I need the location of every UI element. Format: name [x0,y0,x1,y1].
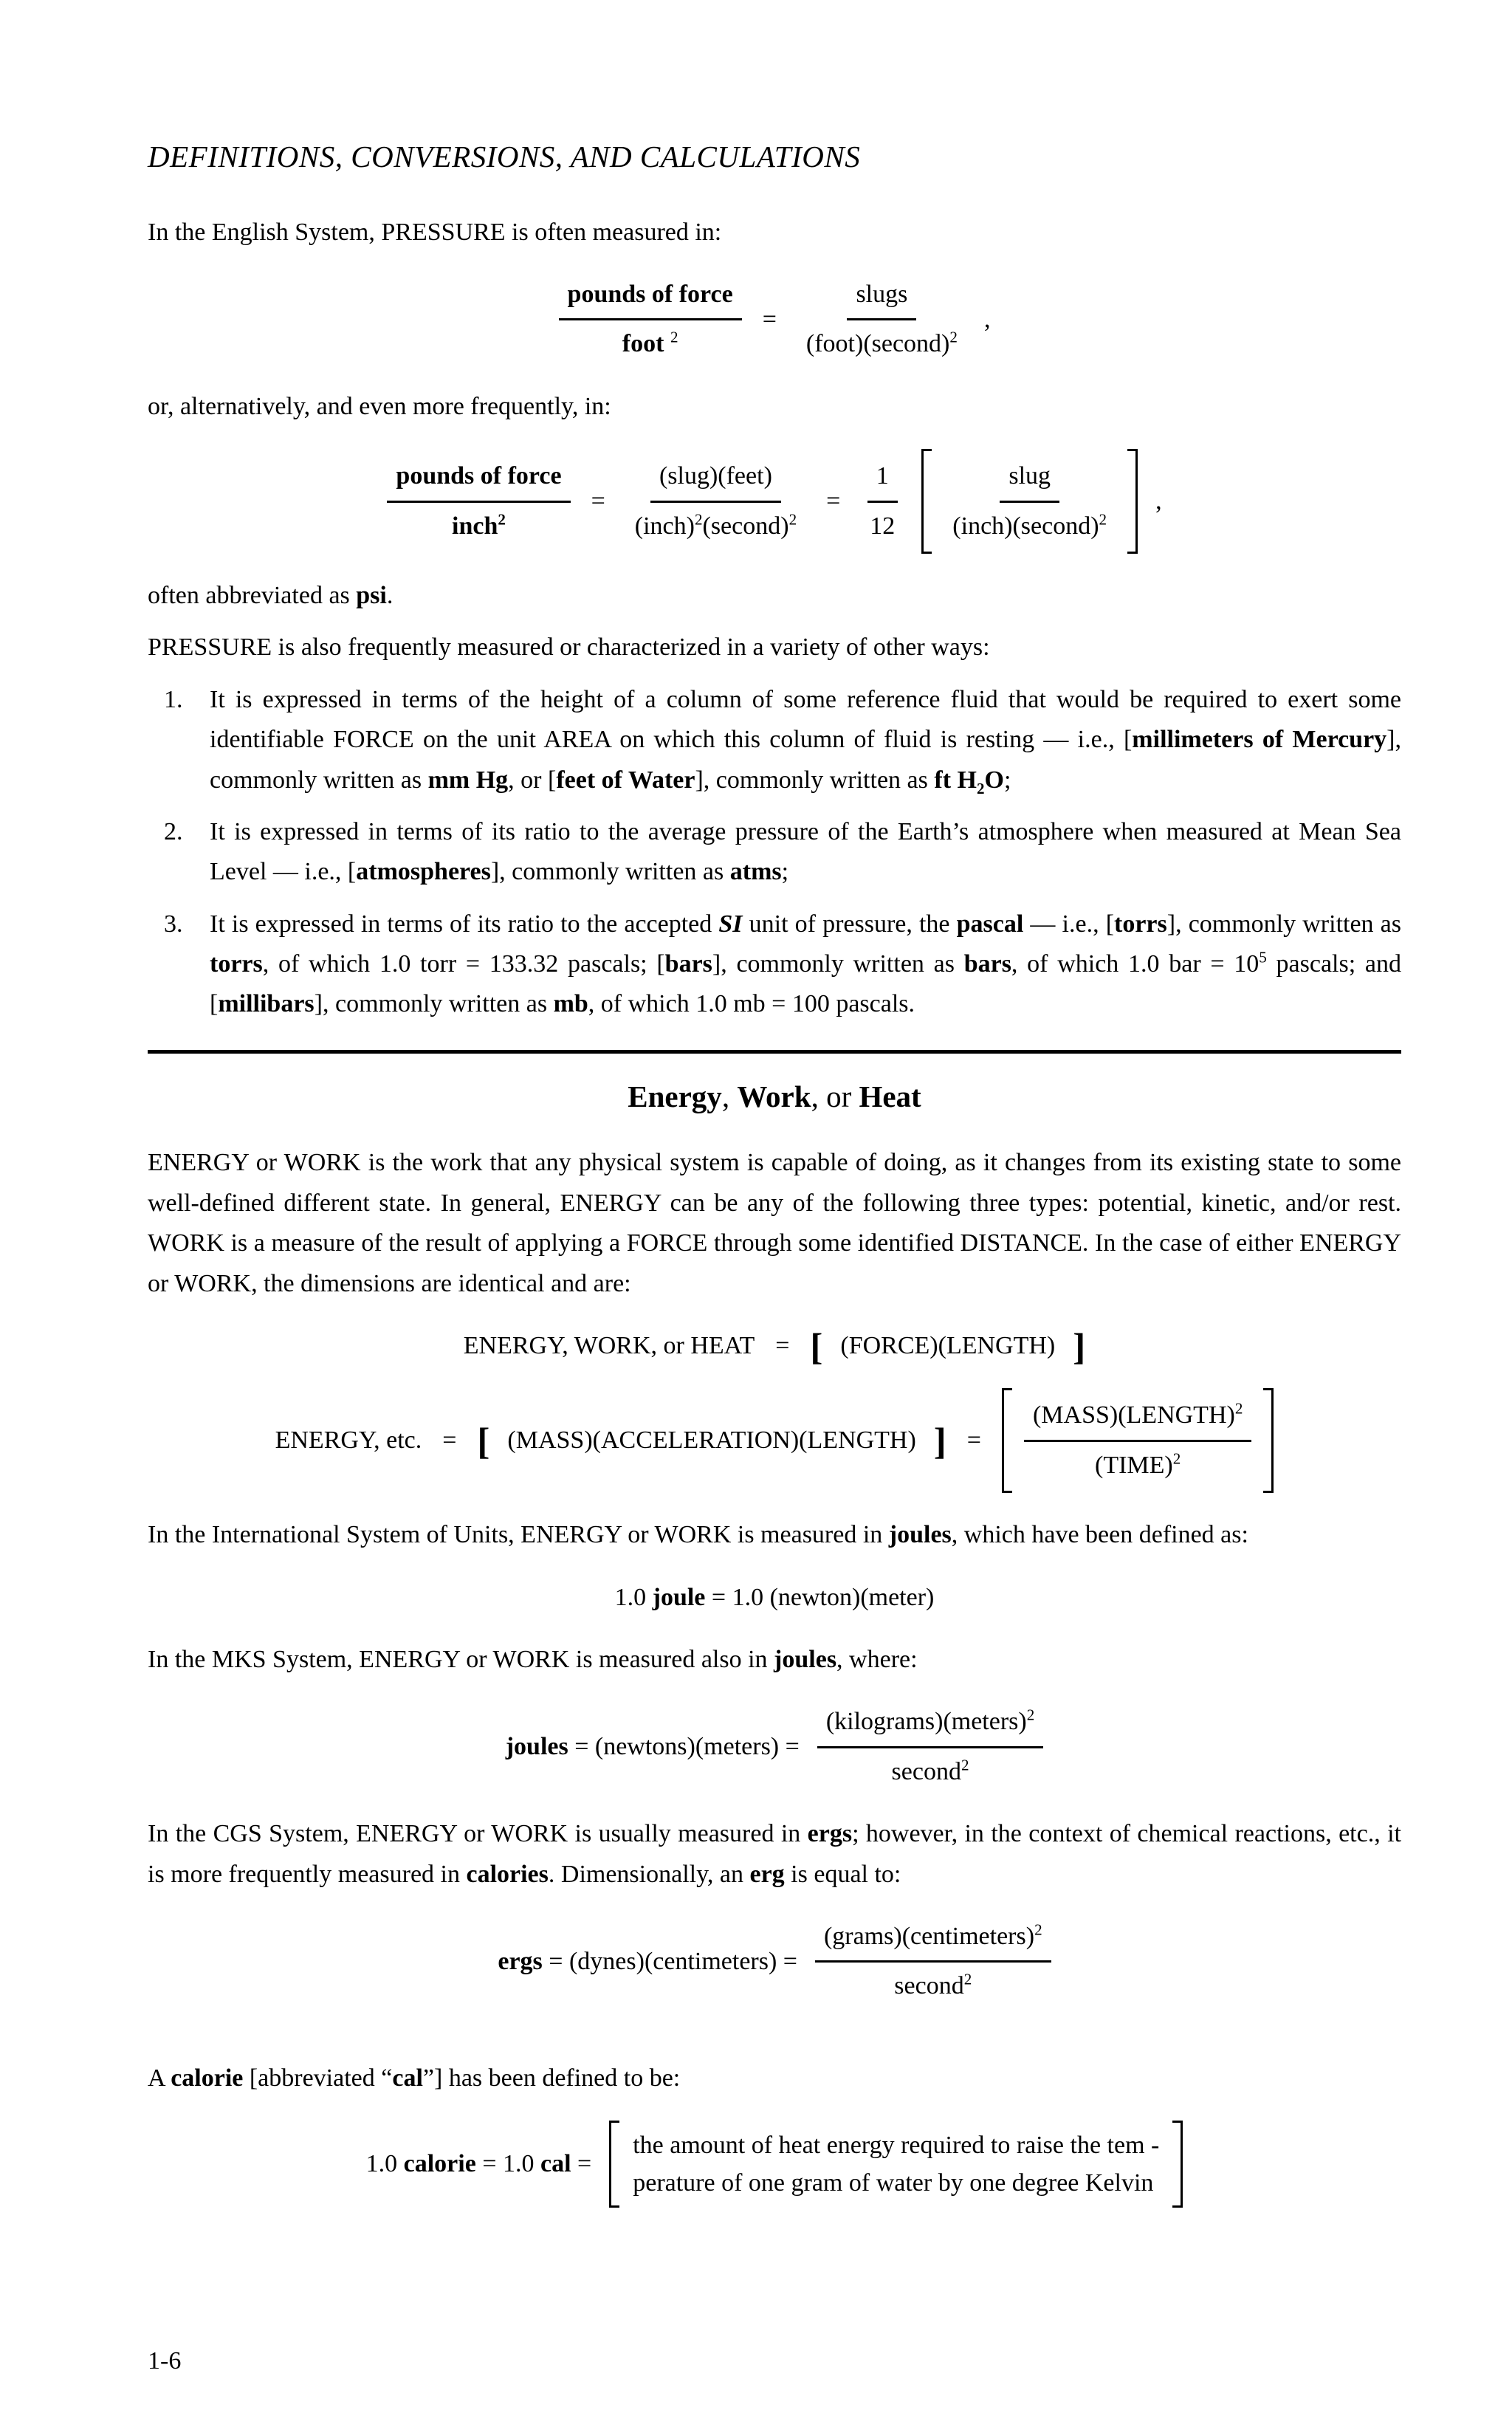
bracket-content [932,449,1127,554]
fraction-numerator: (MASS)(LENGTH)$^2$ [1024,1395,1251,1441]
psi-abbreviation-paragraph: often abbreviated as psi. [148,581,394,609]
formula-energy-dimensions [148,1388,1401,1493]
formula-content: (MASS)(ACCELERATION)(LENGTH) [507,1426,916,1455]
section-divider-rule [148,1050,1401,1054]
list-item [164,680,1401,800]
bracketed-expression [1002,1388,1274,1493]
fraction-numerator: slugs [847,275,916,320]
formula-lhs: ENERGY, WORK, or HEAT [463,1332,755,1359]
pressure-ways-list [164,680,1401,1025]
energy-intro-paragraph: ENERGY or WORK is the work that any physical system is capable of doing, as it changes from its existing state to some well-defined different state. In general, ENERGY can be any of the following three types: potential, kinetic, and/or rest. WORK is a measure of the result of applying a FORCE through some identified DISTANCE. In the case of either ENERGY or WORK, the dimensions are identical and are: [148,1149,1401,1297]
formula-calorie-definition [148,2121,1401,2208]
formula-lhs: ENERGY, etc. [275,1426,422,1455]
page-title: DEFINITIONS, CONVERSIONS, AND CALCULATIONS [148,140,861,174]
equals-sign: = [826,487,841,515]
fraction-pounds-per-foot [559,275,742,365]
equals-sign: = [966,1426,981,1455]
energy-section-heading: Energy, Work, or Heat [628,1079,921,1113]
fraction-mass-length-per-time [1024,1395,1251,1486]
list-item-text: It is expressed in terms of the height of a column of some reference fluid that would be required to exert some identifiable FORCE on the unit AREA on which this column of fluid is resting — i.e., [millimeters of Mercury], commonly written as mm Hg, or [feet of Water], commonly written as ft $H_2O$; [210,685,1401,797]
fraction-numerator: 1 [867,456,898,502]
fraction-slug-per-inch-second [944,456,1116,546]
list-item-number: 3. [164,910,183,938]
calorie-intro-paragraph: A calorie [abbreviated “cal”] has been defined to be: [148,2064,681,2092]
fraction-denominator: (foot)(second)$^2$ [805,329,958,358]
right-bracket [1127,449,1138,554]
fraction-denominator: (TIME)$^2$ [1095,1449,1181,1479]
formula-ergs-cgs [148,1917,1401,2007]
formula-energy-work-heat [148,1326,1401,1366]
fraction-slugs-per-foot-second [797,275,966,365]
fraction-denominator: foot $^2$ [622,329,678,358]
fraction-denominator: 12 [870,512,896,540]
formula-lhs: 1.0 calorie = 1.0 cal = [365,2149,592,2177]
cgs-system-paragraph: In the CGS System, ENERGY or WORK is usually measured in ergs; however, in the context of chemical reactions, etc., it is more frequently measured in calories. Dimensionally, an erg is equal to: [148,1820,1401,1888]
list-item-text: It is expressed in terms of its ratio to the average pressure of the Earth’s atmosphere when measured at Mean Sea Level — i.e., [atmospheres], commonly written as atms; [210,817,1401,886]
definition-line-1: the amount of heat energy required to raise the tem - [633,2132,1160,2160]
bracket-content [619,2121,1172,2208]
list-item-text: It is expressed in terms of its ratio to the accepted SI unit of pressure, the pascal — i.e., [torrs], commonly written as torrs, of which 1.0 torr = 133.32 pascals; [bars], commonly written as bars, of which 1.0 bar = $10^5$ pascals; and [millibars], commonly written as mb, of which 1.0 mb = 100 pascals. [210,910,1401,1018]
equals-sign: = [591,487,605,515]
list-item-number: 2. [164,817,183,845]
fraction-denominator: second$^2$ [891,1756,969,1785]
fraction-numerator: (kilograms)(meters)$^2$ [817,1702,1043,1748]
trailing-comma: , [983,305,991,333]
list-item-number: 1. [164,685,183,713]
fraction-denominator: (inch)(second)$^2$ [952,510,1107,540]
si-units-paragraph: In the International System of Units, ENERGY or WORK is measured in joules, which have been defined as: [148,1521,1248,1549]
fraction-denominator: inch$^2$ [452,510,506,540]
fraction-numerator: (slug)(feet) [650,456,781,502]
equals-sign: = [775,1332,790,1359]
fraction-numerator: pounds of force [387,456,570,502]
left-bracket [609,2121,619,2208]
fraction-slug-feet [626,456,805,546]
bracket-content [1012,1388,1263,1493]
fraction-one-twelfth [861,456,904,546]
definition-line-2: perature of one gram of water by one degree Kelvin [633,2169,1154,2197]
formula-pressure-english-system [148,275,1401,365]
right-bracket: ] [1073,1326,1086,1368]
equals-sign: = [442,1426,457,1455]
formula-joule-definition [148,1578,1401,1618]
list-item [164,812,1401,893]
left-bracket [921,449,932,554]
pressure-other-ways-paragraph: PRESSURE is also frequently measured or characterized in a variety of other ways: [148,634,990,662]
right-bracket [1172,2121,1183,2208]
page-number: 1-6 [148,2346,182,2375]
fraction-kilograms-meters-per-second [817,1702,1043,1792]
formula-lhs: joules = (newtons)(meters) = [505,1733,800,1761]
trailing-comma: , [1155,487,1162,515]
fraction-numerator: pounds of force [559,275,742,320]
fraction-pounds-per-inch [387,456,570,546]
formula-joules-mks [148,1702,1401,1792]
formula-content: (FORCE)(LENGTH) [840,1332,1056,1359]
pressure-intro-paragraph: In the English System, PRESSURE is often measured in: [148,218,722,246]
fraction-denominator: second$^2$ [894,1970,972,2000]
equals-sign: = [762,305,777,333]
fraction-numerator: (grams)(centimeters)$^2$ [815,1917,1051,1963]
right-bracket: ] [933,1421,946,1463]
left-bracket [1002,1388,1012,1493]
right-bracket [1263,1388,1274,1493]
formula-text: 1.0 joule = 1.0 (newton)(meter) [614,1583,935,1611]
list-item [164,904,1401,1025]
bracketed-expression [921,449,1138,554]
fraction-grams-centimeters-per-second [815,1917,1051,2007]
mks-system-paragraph: In the MKS System, ENERGY or WORK is measured also in joules, where: [148,1645,918,1673]
formula-pressure-psi [148,449,1401,554]
fraction-numerator: slug [1000,456,1059,502]
left-bracket: [ [477,1421,490,1463]
pressure-alternative-paragraph: or, alternatively, and even more frequently, in: [148,392,611,420]
fraction-denominator: (inch)$^2$(second)$^2$ [634,510,797,540]
left-bracket: [ [810,1326,823,1368]
bracketed-expression [609,2121,1183,2208]
formula-lhs: ergs = (dynes)(centimeters) = [498,1947,797,1975]
